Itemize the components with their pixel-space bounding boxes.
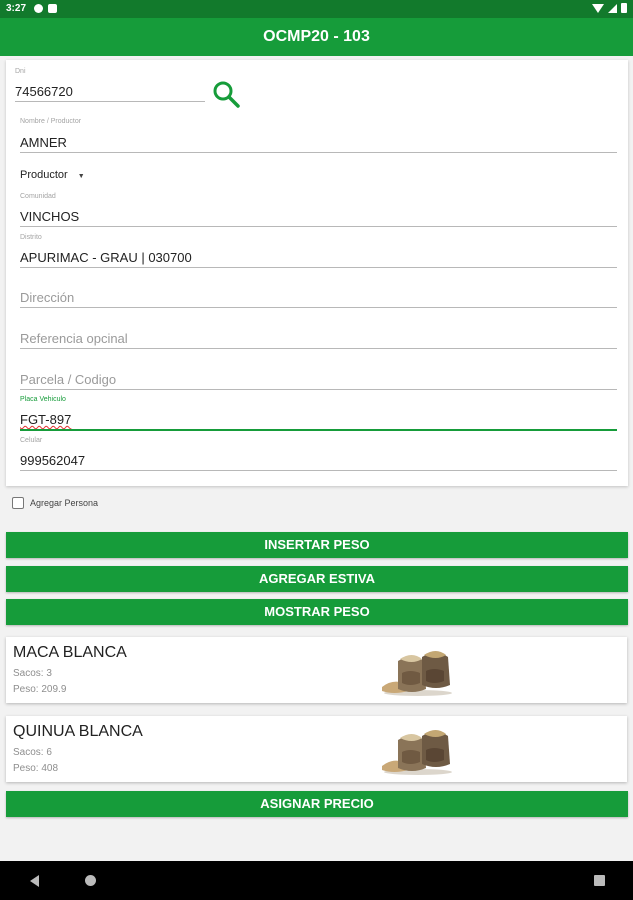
direccion-field[interactable]: [20, 280, 617, 308]
celular-label: Celular: [20, 437, 43, 444]
product-card[interactable]: [6, 637, 627, 703]
back-icon[interactable]: [30, 875, 39, 887]
home-icon[interactable]: [85, 875, 96, 886]
dni-field[interactable]: [15, 68, 205, 102]
recent-apps-icon[interactable]: [594, 875, 605, 886]
nombre-underline: [20, 152, 617, 153]
placa-field[interactable]: [20, 396, 617, 431]
distrito-value: APURIMAC - GRAU | 030700: [20, 250, 192, 265]
tipo-dropdown[interactable]: [20, 169, 85, 181]
notification-icon: [34, 4, 43, 13]
agregar-estiva-button[interactable]: AGREGAR ESTIVA: [6, 566, 628, 592]
app-bar: [0, 18, 633, 56]
product-sacos: Sacos: 6: [13, 747, 52, 758]
sim-icon: [48, 4, 57, 13]
referencia-placeholder: Referencia opcinal: [20, 331, 128, 346]
chevron-down-icon: ▼: [77, 173, 85, 180]
grain-sacks-icon: [378, 722, 454, 776]
parcela-placeholder: Parcela / Codigo: [20, 372, 117, 387]
nombre-field[interactable]: [20, 118, 617, 153]
status-time: 3:27: [6, 3, 27, 14]
asignar-precio-button[interactable]: ASIGNAR PRECIO: [6, 791, 628, 817]
product-name: QUINUA BLANCA: [13, 723, 143, 740]
form-card: [6, 60, 628, 486]
nombre-label: Nombre / Productor: [20, 118, 82, 125]
placa-label: Placa Vehiculo: [20, 396, 66, 403]
distrito-underline: [20, 267, 617, 268]
status-icons: [592, 3, 627, 13]
agregar-persona-row[interactable]: [12, 497, 98, 509]
parcela-field[interactable]: [20, 362, 617, 390]
celular-value: 999562047: [20, 453, 86, 468]
agregar-persona-checkbox[interactable]: [12, 497, 24, 509]
distrito-field[interactable]: [20, 234, 617, 268]
battery-icon: [621, 3, 627, 13]
page-title: OCMP20 - 103: [263, 28, 370, 45]
search-icon[interactable]: [212, 80, 240, 108]
product-peso: Peso: 408: [13, 763, 59, 774]
placa-value: FGT-897: [20, 412, 72, 427]
placa-underline: [20, 429, 617, 431]
product-sacos: Sacos: 3: [13, 668, 52, 679]
product-peso: Peso: 209.9: [13, 684, 67, 695]
product-name: MACA BLANCA: [13, 644, 127, 661]
referencia-field[interactable]: [20, 321, 617, 349]
referencia-underline: [20, 348, 617, 349]
mostrar-peso-button[interactable]: MOSTRAR PESO: [6, 599, 628, 625]
navigation-bar: [0, 861, 633, 900]
comunidad-value: VINCHOS: [20, 209, 80, 224]
parcela-underline: [20, 389, 617, 390]
distrito-label: Distrito: [20, 234, 42, 241]
dni-underline: [15, 101, 205, 102]
grain-sacks-icon: [378, 643, 454, 697]
celular-underline: [20, 470, 617, 471]
dni-value: 74566720: [15, 84, 73, 99]
status-bar: [0, 0, 633, 18]
direccion-placeholder: Dirección: [20, 290, 75, 305]
agregar-persona-label: Agregar Persona: [30, 498, 99, 508]
signal-icon: [608, 4, 617, 13]
insertar-peso-button[interactable]: INSERTAR PESO: [6, 532, 628, 558]
comunidad-underline: [20, 226, 617, 227]
wifi-icon: [592, 4, 604, 13]
product-card[interactable]: [6, 716, 627, 782]
comunidad-label: Comunidad: [20, 193, 56, 200]
direccion-underline: [20, 307, 617, 308]
comunidad-field[interactable]: [20, 193, 617, 227]
celular-field[interactable]: [20, 437, 617, 471]
tipo-selected: Productor: [20, 169, 68, 181]
nombre-value: AMNER: [20, 135, 67, 150]
dni-label: Dni: [15, 68, 26, 75]
